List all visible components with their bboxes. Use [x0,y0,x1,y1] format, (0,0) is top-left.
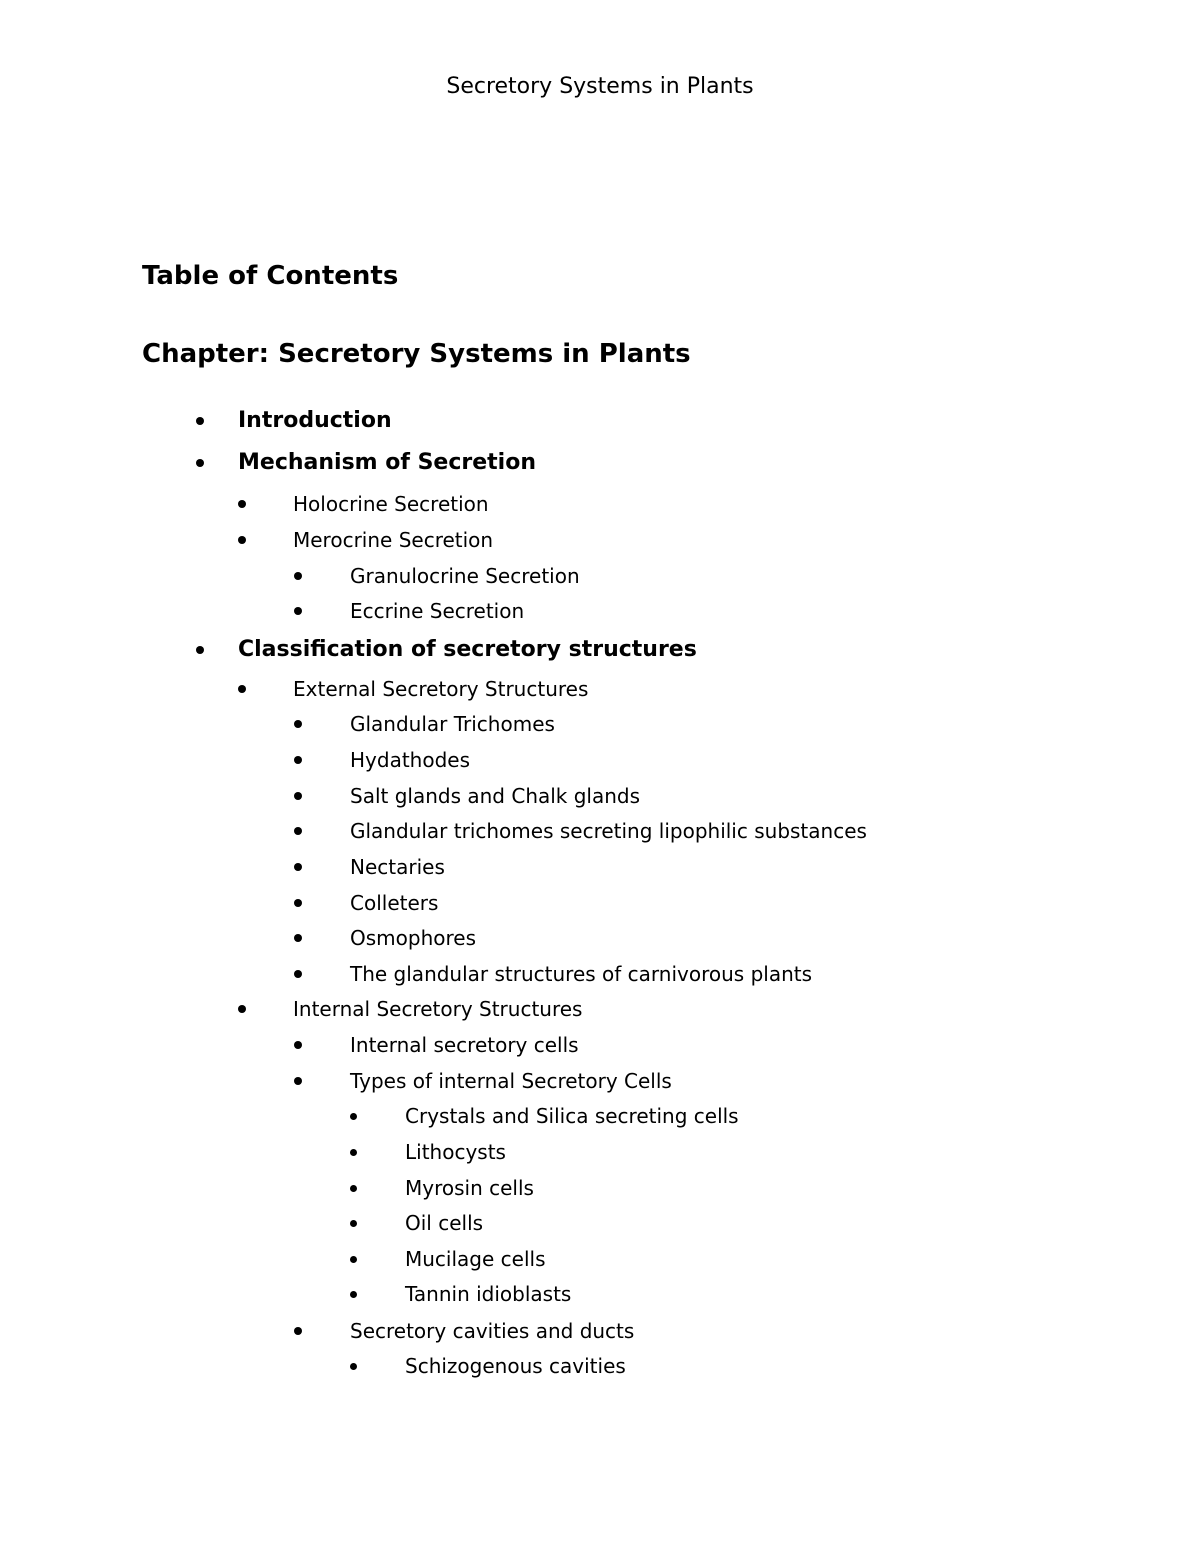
toc-entry-label: Colleters [350,891,439,915]
bullet-icon [294,827,302,835]
bullet-icon [350,1149,357,1156]
bullet-icon [196,459,204,467]
toc-entry-label: Mucilage cells [405,1247,546,1271]
toc-entry[interactable] [238,406,392,436]
toc-entry[interactable] [293,525,493,555]
toc-entry-label: Schizogenous cavities [405,1354,626,1378]
bullet-icon [238,1005,246,1013]
toc-entry-label: Introduction [238,408,392,433]
bullet-icon [350,1256,357,1263]
bullet-icon [196,646,204,654]
toc-entry[interactable] [238,635,697,665]
toc-entry-label: Holocrine Secretion [293,492,489,516]
toc-entry[interactable] [405,1351,626,1381]
toc-entry[interactable] [405,1244,546,1274]
toc-entry[interactable] [350,959,812,989]
toc-entry[interactable] [350,561,580,591]
bullet-icon [294,1041,302,1049]
toc-entry[interactable] [405,1208,483,1238]
toc-entry-label: Oil cells [405,1211,484,1235]
toc-entry[interactable] [293,489,489,519]
toc-entry[interactable] [350,745,470,775]
toc-entry[interactable] [350,596,524,626]
toc-entry[interactable] [350,923,476,953]
bullet-icon [294,970,302,978]
toc-entry-label: Glandular Trichomes [350,712,555,736]
toc-entry[interactable] [350,888,438,918]
toc-entry-label: External Secretory Structures [293,677,589,701]
bullet-icon [350,1113,357,1120]
bullet-icon [294,863,302,871]
bullet-icon [350,1185,357,1192]
bullet-icon [294,607,302,615]
toc-entry-label: Internal Secretory Structures [293,997,583,1021]
toc-entry-label: Glandular trichomes secreting lipophilic substances [350,819,867,843]
toc-entry[interactable] [293,674,588,704]
bullet-icon [196,417,204,425]
toc-entry[interactable] [405,1279,571,1309]
bullet-icon [294,720,302,728]
bullet-icon [294,756,302,764]
toc-entry[interactable] [405,1101,739,1131]
bullet-icon [294,792,302,800]
toc-entry-label: Salt glands and Chalk glands [350,784,641,808]
bullet-icon [238,536,246,544]
bullet-icon [238,685,246,693]
toc-entry-label: Lithocysts [405,1140,506,1164]
bullet-icon [294,1327,302,1335]
toc-entry-label: Classification of secretory structures [238,637,697,662]
toc-entry-label: Tannin idioblasts [405,1282,572,1306]
toc-entry[interactable] [238,448,536,478]
toc-entry[interactable] [350,781,640,811]
chapter-title: Chapter: Secretory Systems in Plants [142,339,691,369]
toc-entry-label: Merocrine Secretion [293,528,494,552]
toc-entry-label: Eccrine Secretion [350,599,525,623]
toc-entry-label: Internal secretory cells [350,1033,579,1057]
toc-entry[interactable] [350,1066,672,1096]
bullet-icon [294,1077,302,1085]
page-header: Secretory Systems in Plants [446,74,754,99]
toc-entry[interactable] [350,852,445,882]
bullet-icon [294,572,302,580]
toc-entry[interactable] [350,816,867,846]
bullet-icon [294,934,302,942]
toc-entry-label: The glandular structures of carnivorous plants [350,962,813,986]
bullet-icon [350,1291,357,1298]
toc-entry-label: Nectaries [350,855,445,879]
toc-title: Table of Contents [142,261,399,291]
toc-entry[interactable] [350,1316,634,1346]
toc-entry[interactable] [350,1030,579,1060]
toc-entry-label: Granulocrine Secretion [350,564,580,588]
toc-entry[interactable] [405,1173,534,1203]
toc-entry-label: Types of internal Secretory Cells [350,1069,672,1093]
toc-entry-label: Osmophores [350,926,476,950]
toc-entry-label: Secretory cavities and ducts [350,1319,635,1343]
toc-entry[interactable] [405,1137,506,1167]
bullet-icon [350,1220,357,1227]
bullet-icon [238,500,246,508]
toc-entry-label: Hydathodes [350,748,470,772]
bullet-icon [294,899,302,907]
bullet-icon [350,1363,357,1370]
toc-entry[interactable] [350,709,555,739]
toc-entry-label: Myrosin cells [405,1176,534,1200]
toc-entry-label: Mechanism of Secretion [238,450,536,475]
toc-entry[interactable] [293,994,582,1024]
toc-entry-label: Crystals and Silica secreting cells [405,1104,739,1128]
